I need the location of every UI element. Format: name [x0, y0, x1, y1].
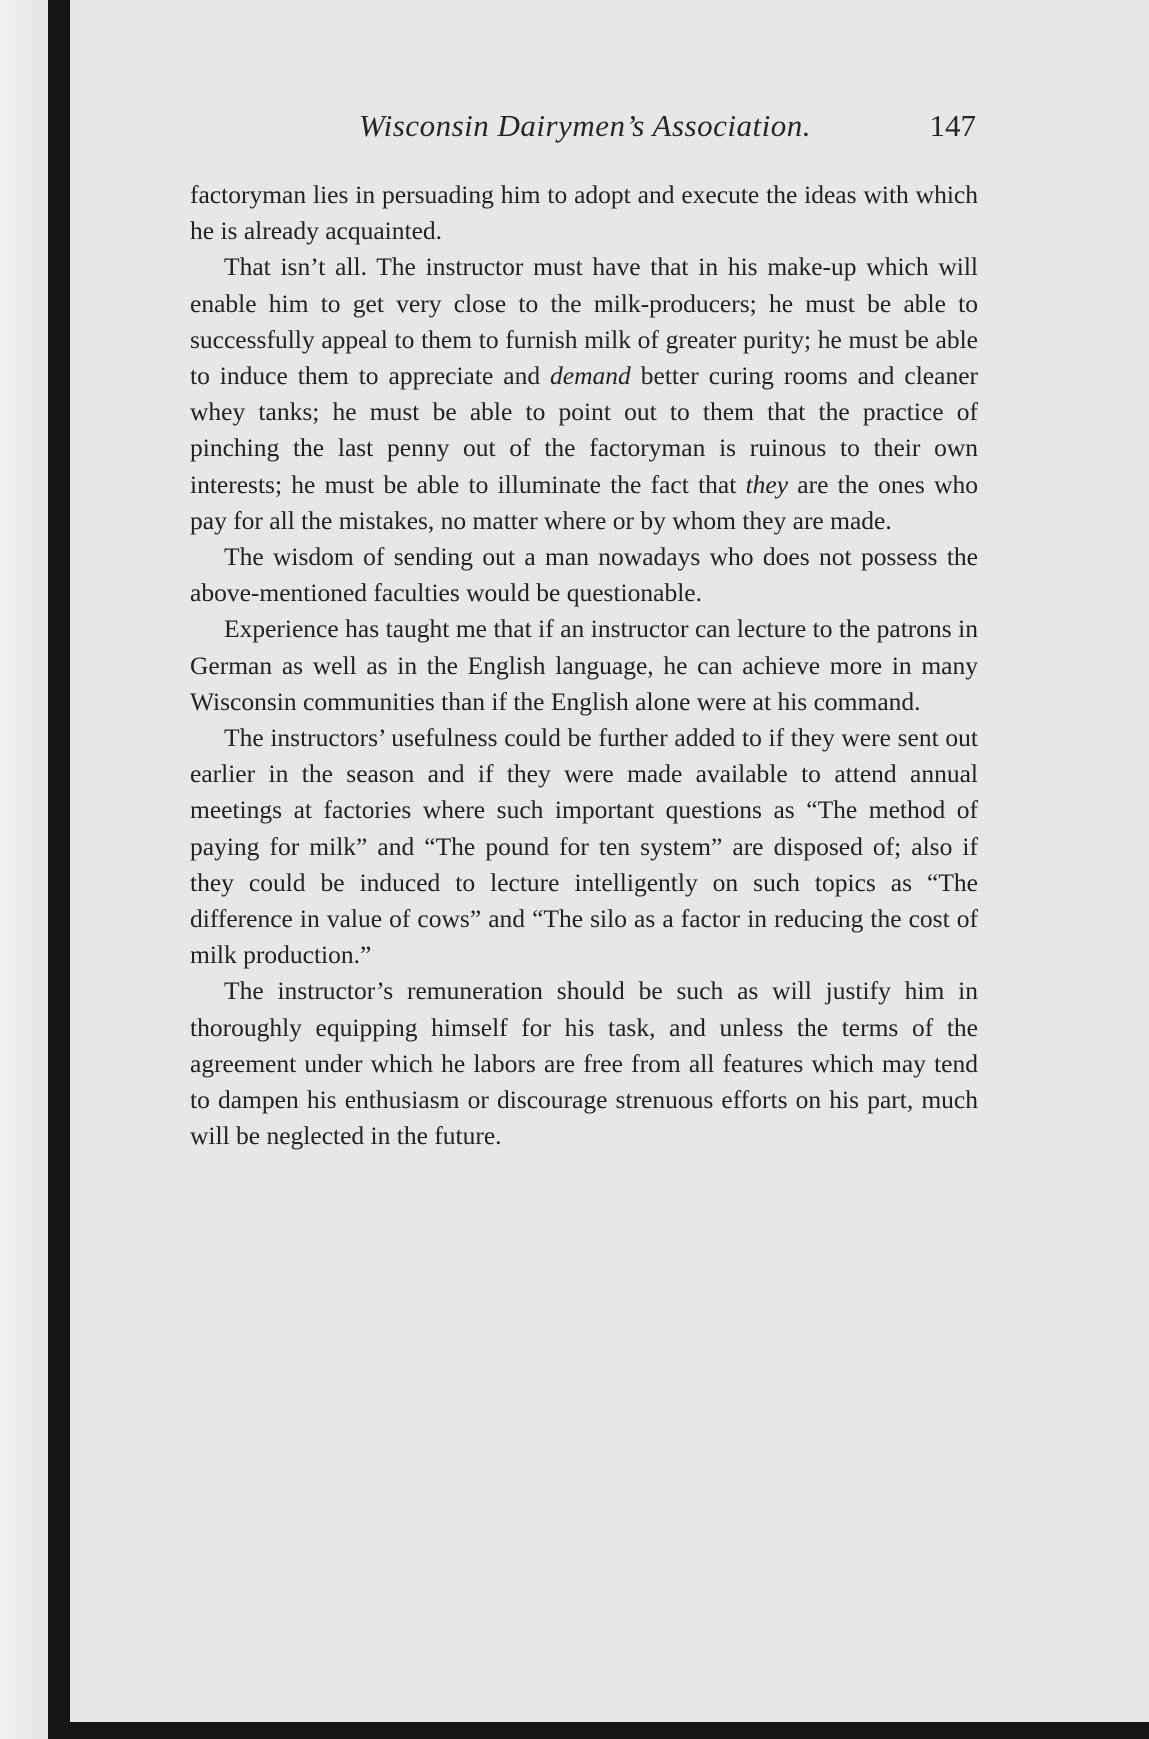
- body-text: [190, 177, 978, 1154]
- paragraph-instructor-qualities: [190, 249, 978, 539]
- left-margin-shade: [0, 0, 48, 1739]
- paragraph-experience: Experience has taught me that if an instructor can lecture to the patrons in German as well as in the English language, he can achieve more in many Wisconsin communities than if the English alone were at his command.: [190, 614, 978, 716]
- paragraph-text-segment: are the ones who pay for all the mistakes, no matter where or by whom they are made.: [190, 469, 978, 535]
- bottom-page-edge: [48, 1722, 1149, 1739]
- paragraph-continued: factoryman lies in persuading him to adopt and execute the ideas with which he is already acquainted.: [190, 180, 978, 246]
- emphasis-they: they: [745, 469, 789, 499]
- page-number: 147: [929, 108, 976, 143]
- running-title: Wisconsin Dairymen’s Association.: [359, 108, 811, 143]
- paragraph-text-segment: better curing rooms and cleaner whey tanks; he must be able to point out to them that the practice of pinching the last penny out of the factoryman is ruinous to their own interests; he must be able to illuminate the fact that: [190, 361, 979, 499]
- binding-edge: [48, 0, 70, 1739]
- paragraph-remuneration: The instructor’s remuneration should be such as will justify him in thoroughly equipping himself for his task, and unless the terms of the agreement under which he labors are free from all features which may tend to dampen his enthusiasm or discourage strenuous efforts on his part, much will be neglected in the future.: [190, 976, 978, 1151]
- running-head: [190, 108, 980, 152]
- paragraph-text-segment: That isn’t all. The instructor must have that in his make-up which will enable him to get very close to the milk-producers; he must be able to successfully appeal to them to furnish milk of greater purity; he must be able to induce them to appreciate and: [190, 252, 978, 391]
- paragraph-usefulness: The instructors’ usefulness could be further added to if they were sent out earlier in the season and if they were made available to attend annual meetings at factories where such important questions as “The method of paying for milk” and “The pound for ten system” are disposed of; also if they could be induced to lecture intelligently on such topics as “The difference in value of cows” and “The silo as a factor in reducing the cost of milk production.”: [190, 723, 978, 970]
- paragraph-wisdom: The wisdom of sending out a man nowadays who does not possess the above-mentioned faculties would be questionable.: [190, 542, 978, 608]
- emphasis-demand: demand: [550, 361, 631, 391]
